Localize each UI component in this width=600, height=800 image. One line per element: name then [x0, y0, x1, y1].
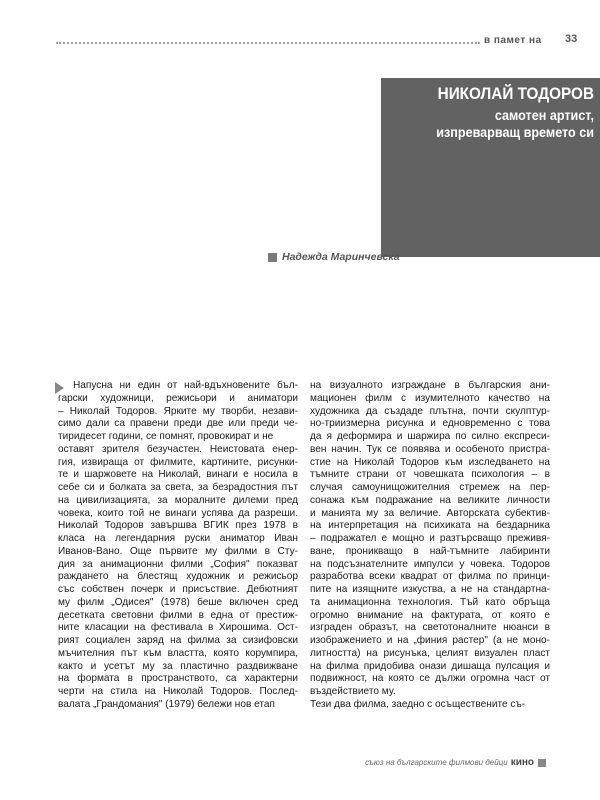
- article-line: на подсъзнателните импулси у човека. Тодоров: [310, 558, 550, 570]
- byline: [268, 250, 400, 264]
- article-line: на филма придобива онази дишаща пулсация и: [310, 660, 550, 672]
- article-line: гарски художници, режисьори и аниматори: [58, 392, 298, 404]
- article-line: ните класации на фестивала в Хирошима. Ост-: [58, 622, 298, 634]
- article-line: Напусна ни един от най-вдъхновените бъл-: [73, 380, 298, 391]
- article-line: вен начин. Тук се появява и особеното пристра-: [310, 443, 550, 455]
- article-line: ване, проникващо в най-тъмните лабиринти: [310, 545, 550, 557]
- title-block: [381, 78, 600, 257]
- article-line: на формата в пространството, са характерни: [58, 673, 298, 685]
- article-line: изображението и на „финия растер" (а не моно-: [310, 635, 550, 646]
- article-line: оставят зрителя безучастен. Неистовата енер-: [58, 443, 298, 455]
- footer-brand: кино: [510, 757, 534, 768]
- page-number: 33: [565, 33, 578, 45]
- article-line: художника да създаде плътна, почти скулптур-: [310, 405, 550, 417]
- article-line: стие на Николай Тодоров към изследването на: [310, 456, 550, 468]
- article-column-left: [58, 380, 298, 712]
- section-label: в памет на: [484, 35, 542, 46]
- article-line: рият социален заряд на филма за сизифовски: [58, 635, 298, 646]
- article-line: десетката световни филми в една от престиж-: [58, 609, 298, 621]
- article-line: черти на стила на Николай Тодоров. Послед-: [58, 686, 298, 697]
- article-line: на интерпретация на психиката на бездарника: [310, 520, 550, 532]
- article-line: както и усетът му за пластично раздвижване: [58, 660, 298, 672]
- article-line: себе си и болката за света, за безрадостния път: [58, 482, 298, 493]
- article-line: на цивилизацията, за моралните дилеми пред: [58, 494, 298, 506]
- article-title: НИКОЛАЙ ТОДОРОВ: [437, 84, 594, 103]
- square-bullet-icon: [538, 759, 546, 767]
- article-line: – подражател е мощно и разтърсващо преживя-: [310, 533, 550, 544]
- square-bullet-icon: [268, 253, 277, 262]
- article-line: на визуалното изграждане в българския ани-: [310, 380, 550, 391]
- author-name: Надежда Маринчевска: [282, 251, 400, 263]
- article-line: въздействието му.: [310, 686, 396, 697]
- article-line: валата „Грандомания" (1979) бележи нов етап: [58, 698, 275, 710]
- article-line: сонажа към подражание на великите личности: [310, 494, 550, 506]
- article-line: мационен филм с изумителното качество на: [310, 392, 550, 404]
- article-line: симо дали са правени преди две или преди че-: [58, 418, 298, 430]
- footer-publisher: съюз на българските филмови дейци: [365, 758, 508, 767]
- article-line: гия, извираща от филмите, картините, рисунки-: [58, 456, 298, 468]
- subtitle-line: самотен артист,: [494, 107, 594, 123]
- article-line: пите на изящните изкуства, а не на стандартна-: [310, 584, 550, 595]
- article-column-right: [310, 380, 550, 712]
- article-line: – Николай Тодоров. Ярките му творби, незави-: [58, 405, 298, 417]
- article-line: му филм „Одисея" (1978) беше включен сред: [58, 596, 298, 608]
- article-subtitle: [408, 107, 594, 141]
- article-line: класа на легендарния руски аниматор Иван: [58, 533, 298, 544]
- article-line: човека, които той не винаги успява да разреши.: [58, 507, 298, 519]
- article-line: тъмните страни от човешката психология – в: [310, 469, 550, 481]
- article-line: да я деформира и шаржира по силно експреси-: [310, 431, 550, 442]
- article-line: мъчителния път към властта, която корумпира,: [58, 647, 298, 659]
- article-line: те и шаржовете на Николай, винаги е носила в: [58, 469, 298, 481]
- subtitle-line: изпреварващ времето си: [436, 124, 594, 140]
- article-line: Тези два филма, заедно с осъществените съ-: [310, 698, 526, 710]
- article-line: но-триизмерна рисунка и едновременно с това: [310, 418, 550, 430]
- article-line: със собствен почерк и присъствие. Дебютният: [58, 584, 298, 595]
- article-line: подвижност, на която се дължи огромна част от: [310, 673, 550, 685]
- article-line: изграден образът, на светотоналните нюанси в: [310, 622, 550, 634]
- article-line: Иванов-Вано. Още първите му филми в Сту-: [58, 545, 298, 557]
- header-dotted-rule: [56, 30, 480, 44]
- article-line: разработва всеки квадрат от филма по принци-: [310, 571, 550, 583]
- article-line: тиридесет години, се помнят, провокират и не: [58, 431, 274, 442]
- article-line: случая самоунищожителния стремеж на пер-: [310, 482, 550, 493]
- article-line: Николай Тодоров завършва ВГИК през 1978 в: [58, 520, 298, 532]
- article-line: та анимационна технология. Тъй като обръща: [310, 596, 550, 608]
- article-line: огромно внимание на фактурата, от която е: [310, 609, 550, 621]
- footer: [365, 757, 546, 768]
- article-line: дия за анимационни филми „София" показват: [58, 558, 298, 570]
- article-line: литността) на рисунъка, целият визуален пласт: [310, 647, 550, 659]
- article-line: и манията му за величие. Авторската субектив-: [310, 507, 550, 519]
- article-line: раждането на блестящ художник и режисьор: [58, 571, 298, 583]
